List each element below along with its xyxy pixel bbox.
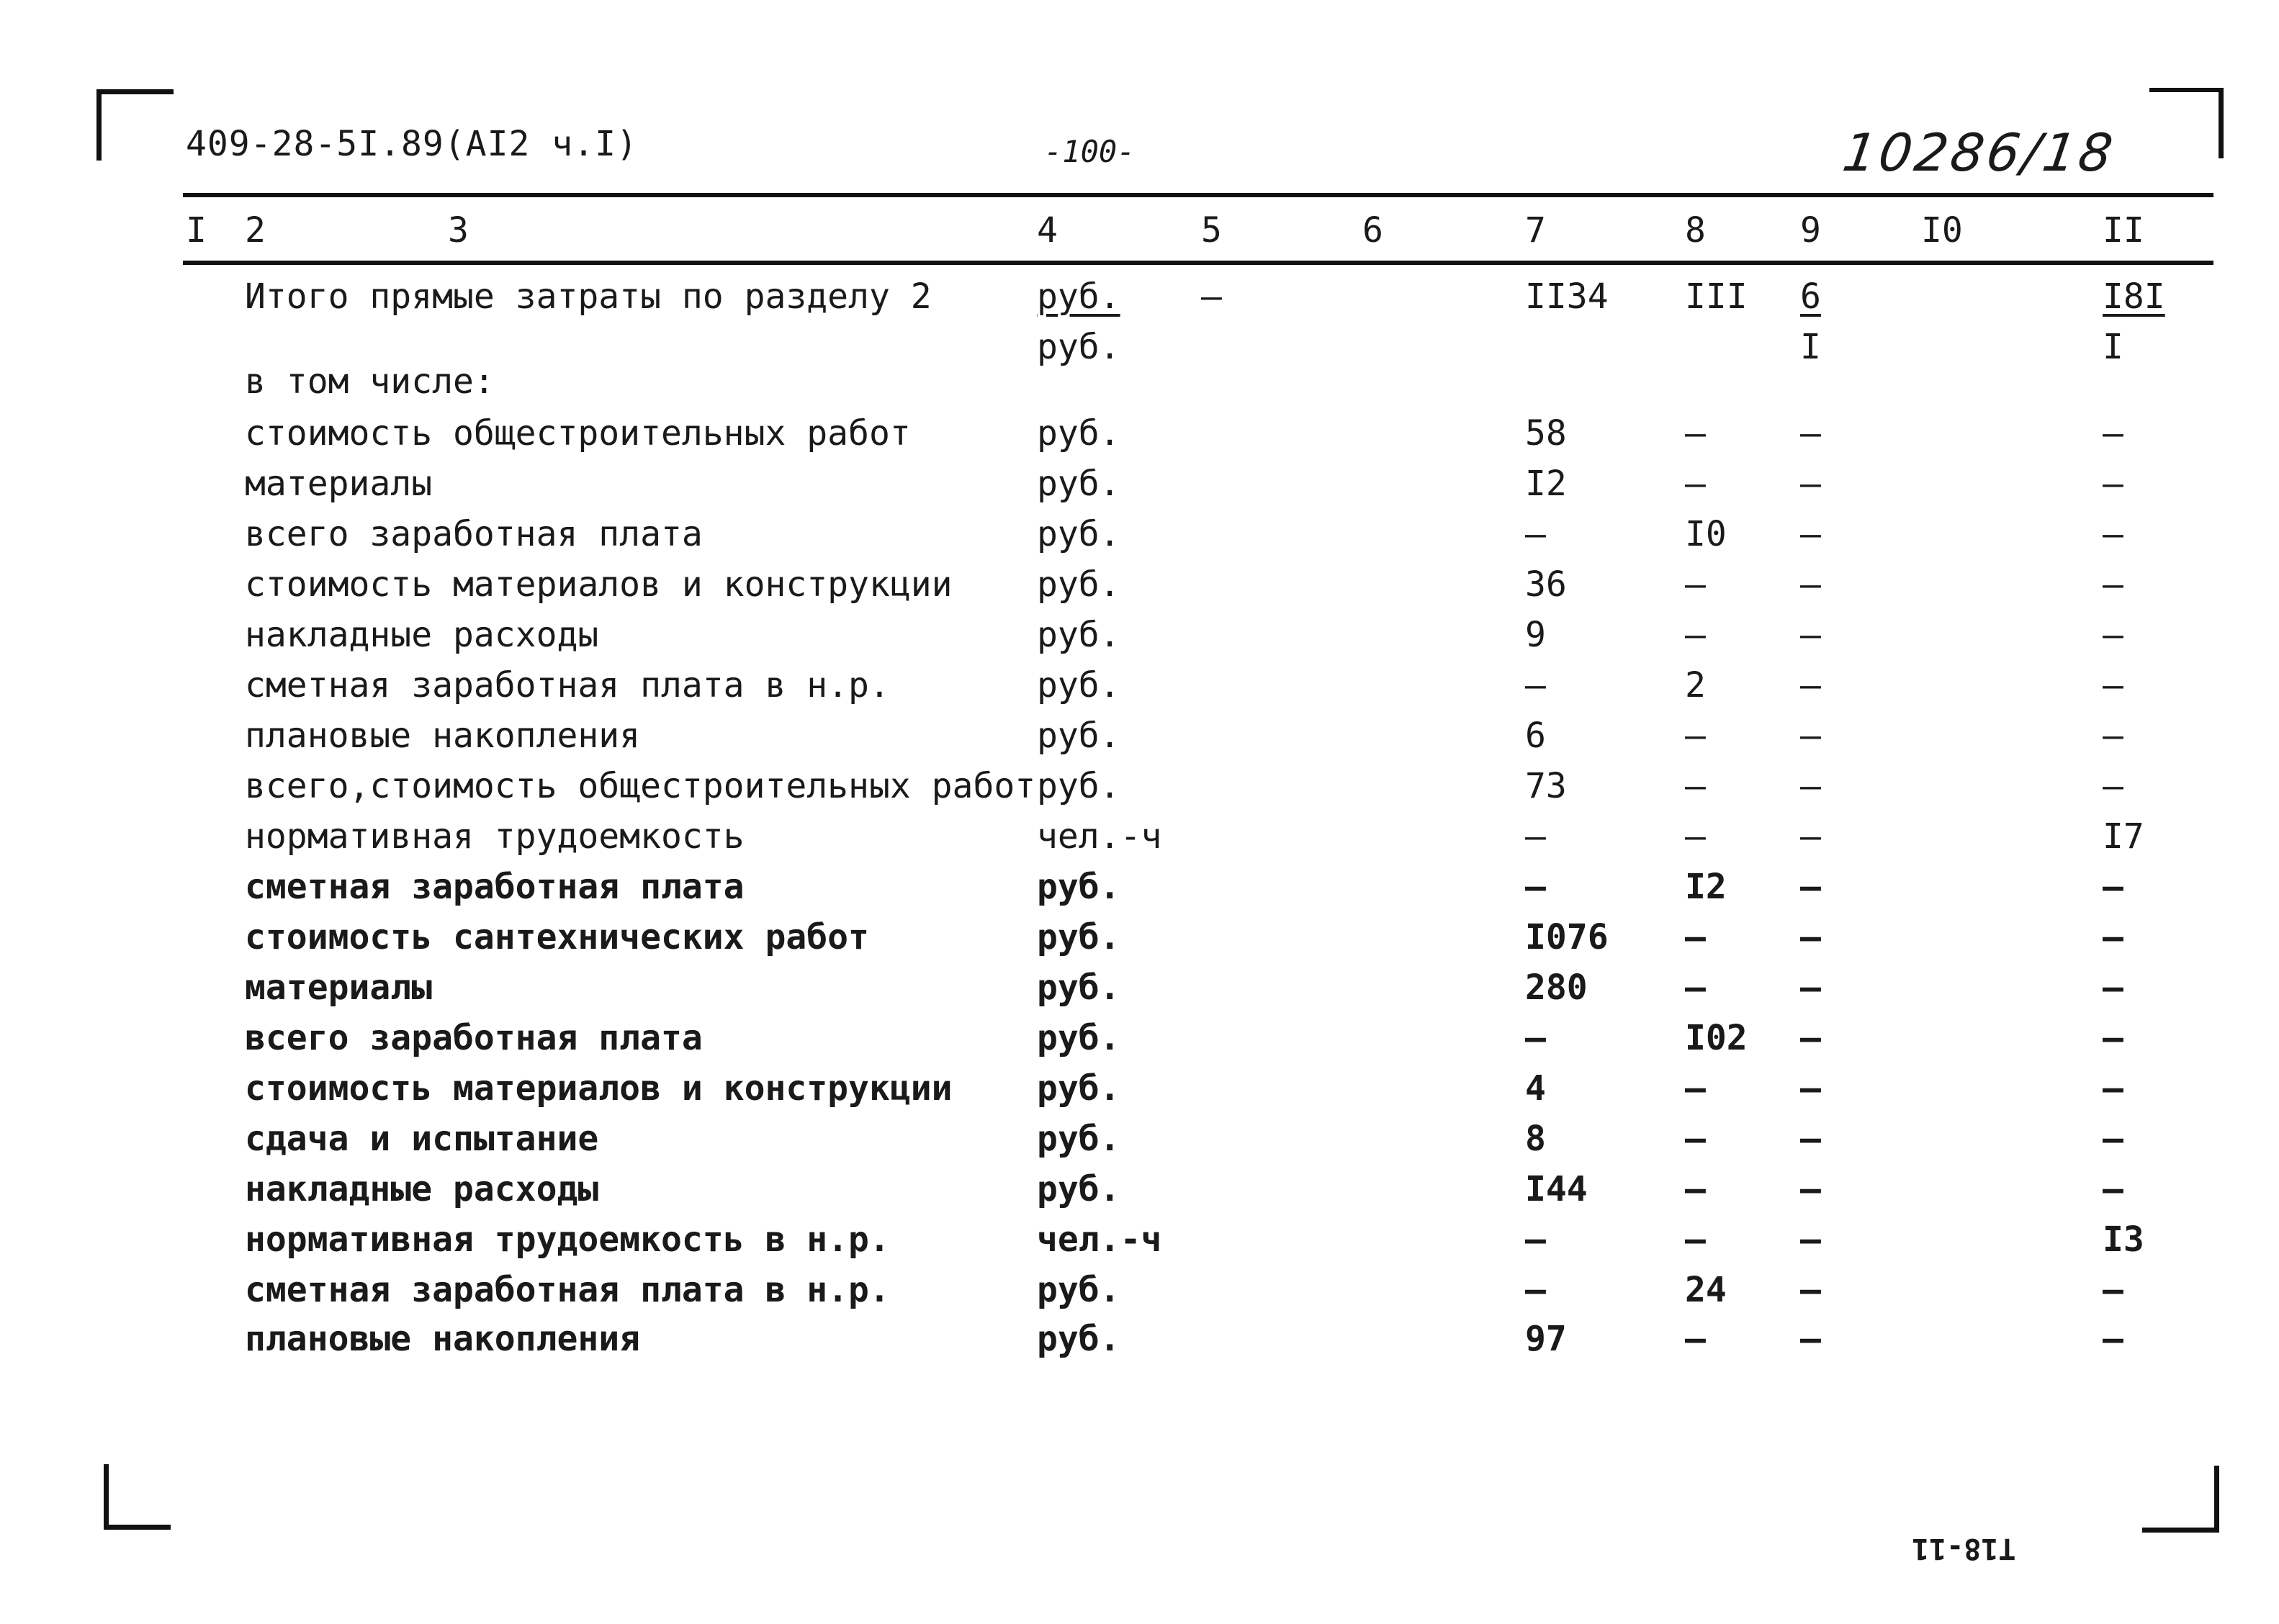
- row-unit: руб.: [1037, 1068, 1120, 1109]
- row-col9: –: [1800, 1270, 1821, 1310]
- table-header-rule: [183, 261, 2213, 265]
- row-description: всего заработная плата: [245, 514, 703, 554]
- row-col9: I: [1800, 327, 1821, 367]
- row-col8: –: [1685, 464, 1706, 504]
- row-description: сдача и испытание: [245, 1119, 599, 1159]
- row-unit: руб.: [1037, 1319, 1120, 1359]
- column-number: 3: [448, 210, 469, 251]
- row-col11: –: [2103, 967, 2123, 1008]
- row-col9: –: [1800, 816, 1821, 857]
- row-col8: 2: [1685, 665, 1706, 705]
- row-unit: руб.: [1037, 665, 1120, 705]
- row-col8: –: [1685, 615, 1706, 655]
- row-description: в том числе:: [245, 361, 495, 402]
- row-col11: –: [2103, 514, 2123, 554]
- row-unit: чел.-ч: [1037, 816, 1162, 857]
- row-col11: –: [2103, 1169, 2123, 1209]
- row-description: плановые накопления: [245, 1319, 641, 1359]
- sheet-number: 10286/18: [1839, 122, 2119, 183]
- row-unit: руб.: [1037, 1169, 1120, 1209]
- row-col7: II34: [1525, 276, 1609, 317]
- row-col7: I44: [1525, 1169, 1588, 1209]
- row-col8: –: [1685, 917, 1706, 957]
- column-number: I: [186, 210, 207, 251]
- row-col9: –: [1800, 1319, 1821, 1359]
- row-col9: –: [1800, 766, 1821, 806]
- corner-mark-bottom-left: [104, 1464, 171, 1530]
- row-description: стоимость материалов и конструкции: [245, 564, 953, 605]
- row-col11: –: [2103, 917, 2123, 957]
- row-unit: руб.: [1037, 1270, 1120, 1310]
- row-unit: руб.: [1037, 716, 1120, 756]
- row-unit: руб.: [1037, 967, 1120, 1008]
- row-col8: III: [1685, 276, 1748, 317]
- row-col7: –: [1525, 867, 1546, 907]
- row-unit: руб.: [1037, 464, 1120, 504]
- row-col9: –: [1800, 1018, 1821, 1058]
- row-col7: 8: [1525, 1119, 1546, 1159]
- row-col11: I8I: [2103, 276, 2165, 317]
- column-number: 9: [1800, 210, 1821, 251]
- row-description: всего,стоимость общестроительных работ: [245, 766, 1036, 806]
- row-col9: –: [1800, 917, 1821, 957]
- row-unit: руб.: [1037, 514, 1120, 554]
- row-col9: –: [1800, 867, 1821, 907]
- row-col11: –: [2103, 464, 2123, 504]
- row-col8: I02: [1685, 1018, 1748, 1058]
- row-unit: руб.: [1037, 413, 1120, 454]
- row-col7: –: [1525, 665, 1546, 705]
- row-col9: –: [1800, 967, 1821, 1008]
- row-description: сметная заработная плата: [245, 867, 745, 907]
- row-col7: 6: [1525, 716, 1546, 756]
- row-unit: руб.: [1037, 917, 1120, 957]
- row-description: накладные расходы: [245, 1169, 599, 1209]
- corner-mark-bottom-right: [2142, 1466, 2219, 1533]
- corner-mark-top-right: [2149, 88, 2224, 158]
- row-unit: чел.-ч: [1037, 1219, 1162, 1260]
- row-col8: I0: [1685, 514, 1727, 554]
- row-col8: –: [1685, 1119, 1706, 1159]
- row-description: нормативная трудоемкость в н.р.: [245, 1219, 890, 1260]
- column-number: 4: [1037, 210, 1058, 251]
- row-col9: –: [1800, 514, 1821, 554]
- row-col9: –: [1800, 564, 1821, 605]
- row-col8: –: [1685, 1219, 1706, 1260]
- column-number: 8: [1685, 210, 1706, 251]
- row-description: стоимость сантехнических работ: [245, 917, 869, 957]
- row-col7: 73: [1525, 766, 1567, 806]
- row-col11: –: [2103, 1018, 2123, 1058]
- row-col9: –: [1800, 1219, 1821, 1260]
- row-col8: –: [1685, 413, 1706, 454]
- row-col7: –: [1525, 1270, 1546, 1310]
- row-col11: –: [2103, 1119, 2123, 1159]
- column-number: I0: [1921, 210, 1963, 251]
- row-col11: I3: [2103, 1219, 2144, 1260]
- row-col8: –: [1685, 564, 1706, 605]
- row-unit: руб.: [1037, 1018, 1120, 1058]
- row-col11: –: [2103, 1319, 2123, 1359]
- row-col8: –: [1685, 967, 1706, 1008]
- row-col9: –: [1800, 665, 1821, 705]
- row-description: сметная заработная плата в н.р.: [245, 665, 890, 705]
- row-col7: 58: [1525, 413, 1567, 454]
- row-col11: I: [2103, 327, 2123, 367]
- row-col8: –: [1685, 766, 1706, 806]
- row-unit: руб.: [1037, 564, 1120, 605]
- row-description: всего заработная плата: [245, 1018, 703, 1058]
- row-col9: –: [1800, 1068, 1821, 1109]
- column-number: 5: [1201, 210, 1222, 251]
- row-col8: 24: [1685, 1270, 1727, 1310]
- row-col8: –: [1685, 716, 1706, 756]
- row-description: Итого прямые затраты по разделу 2: [245, 276, 932, 317]
- row-col9: –: [1800, 1119, 1821, 1159]
- row-col11: –: [2103, 766, 2123, 806]
- row-description: материалы: [245, 464, 433, 504]
- row-col8: I2: [1685, 867, 1727, 907]
- row-col7: 9: [1525, 615, 1546, 655]
- row-col5: –: [1201, 276, 1222, 317]
- row-col11: –: [2103, 564, 2123, 605]
- row-description: сметная заработная плата в н.р.: [245, 1270, 890, 1310]
- row-description: стоимость материалов и конструкции: [245, 1068, 953, 1109]
- row-col9: 6: [1800, 276, 1821, 317]
- row-col9: –: [1800, 716, 1821, 756]
- row-col9: –: [1800, 1169, 1821, 1209]
- column-number: 7: [1525, 210, 1546, 251]
- row-col9: –: [1800, 464, 1821, 504]
- row-col8: –: [1685, 1068, 1706, 1109]
- row-col7: 4: [1525, 1068, 1546, 1109]
- table-top-rule: [183, 193, 2213, 197]
- row-col7: –: [1525, 514, 1546, 554]
- row-col11: –: [2103, 665, 2123, 705]
- row-unit: руб.: [1037, 766, 1120, 806]
- row-col7: 36: [1525, 564, 1567, 605]
- row-col9: –: [1800, 615, 1821, 655]
- row-col7: 97: [1525, 1319, 1567, 1359]
- column-number: 2: [245, 210, 266, 251]
- row-unit: руб.: [1037, 327, 1120, 367]
- row-col11: –: [2103, 413, 2123, 454]
- row-description: стоимость общестроительных работ: [245, 413, 911, 454]
- row-col11: –: [2103, 867, 2123, 907]
- row-col11: –: [2103, 615, 2123, 655]
- row-unit: руб.: [1037, 276, 1120, 317]
- row-col7: –: [1525, 816, 1546, 857]
- row-col8: –: [1685, 816, 1706, 857]
- row-description: нормативная трудоемкость: [245, 816, 745, 857]
- row-description: накладные расходы: [245, 615, 599, 655]
- footer-code: T18-11: [1912, 1532, 2016, 1565]
- page-number: -100-: [1044, 134, 1136, 169]
- row-col8: –: [1685, 1319, 1706, 1359]
- row-col11: –: [2103, 1270, 2123, 1310]
- row-col9: –: [1800, 413, 1821, 454]
- corner-mark-top-left: [96, 89, 174, 161]
- row-col7: I076: [1525, 917, 1609, 957]
- column-number: 6: [1362, 210, 1383, 251]
- row-unit: руб.: [1037, 615, 1120, 655]
- column-number: II: [2103, 210, 2144, 251]
- row-description: материалы: [245, 967, 433, 1008]
- row-col11: –: [2103, 716, 2123, 756]
- row-unit: руб.: [1037, 1119, 1120, 1159]
- row-col7: –: [1525, 1018, 1546, 1058]
- row-unit: руб.: [1037, 867, 1120, 907]
- row-col7: –: [1525, 1219, 1546, 1260]
- row-col11: –: [2103, 1068, 2123, 1109]
- row-col8: –: [1685, 1169, 1706, 1209]
- row-col7: 280: [1525, 967, 1588, 1008]
- row-col11: I7: [2103, 816, 2144, 857]
- document-code: 409-28-5I.89(AI2 ч.I): [186, 124, 638, 164]
- row-col7: I2: [1525, 464, 1567, 504]
- row-description: плановые накопления: [245, 716, 641, 756]
